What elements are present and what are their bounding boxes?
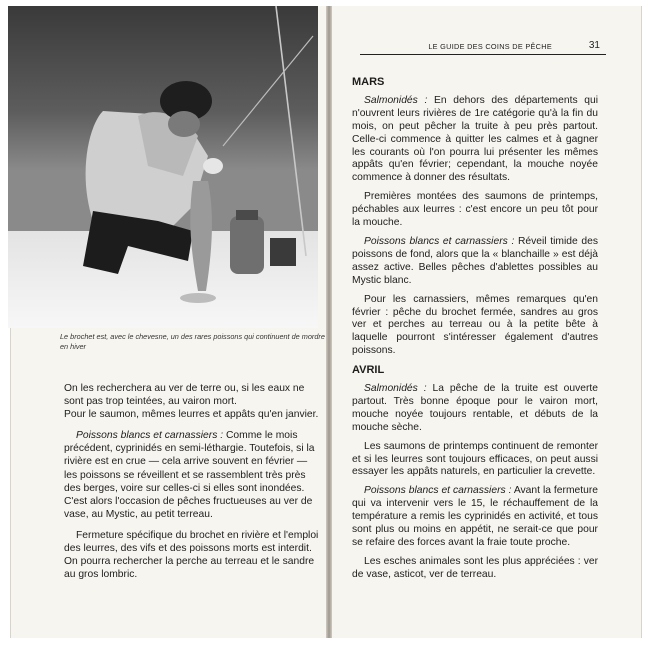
paragraph-text: Premières montées des saumons de printemps, péchables aux leurres : c'est encore un peu tôt pour la mouche.	[352, 191, 598, 229]
paragraph	[352, 485, 598, 550]
paragraph-text: Comme le mois précédent, cyprinidés en semi-léthargie. Toutefois, si la rivière est en crue — cela arrive souvent en février — les poissons se réveillent et se rassemblent très près des berges, voire sur celles-ci si elles sont inondées. C'est alors l'occasion de pêches fructueuses au ver de vase, au Mystic, au petit terreau.	[64, 430, 315, 520]
paragraph-text: Pour les carnassiers, mêmes remarques qu'en février : pêche du brochet fermée, sandres au gros ver et perches au terreau ou à la petite bête à laquelle pourront s'intéresser également d'autres poissons.	[352, 293, 598, 357]
paragraph	[64, 408, 322, 421]
header-title: LE GUIDE DES COINS DE PÊCHE	[428, 42, 552, 51]
paragraph-lead: Salmonidés :	[364, 383, 427, 395]
section-heading-avril: AVRIL	[352, 364, 385, 377]
paragraph-text: En dehors des départements qui n'ouvrent leurs rivières de 1re catégorie qu'à la fin du mois, on peut pêcher la truite à peu près partout. Celle-ci commence à quitter les calmes et à gagner les courants où l'on pourra lui présenter les mêmes appâts qu'en février; cependant, la mouche noyée commence à donner des résultats.	[352, 94, 598, 184]
paragraph-text: On les recherchera au ver de terre ou, si les eaux ne sont pas trop teintées, au vairon mort.	[64, 383, 305, 408]
paragraph	[352, 236, 598, 288]
ice-fishing-illustration	[8, 6, 318, 328]
right-page-body	[352, 70, 598, 588]
paragraph	[64, 382, 322, 408]
paragraph	[64, 429, 322, 521]
paragraph-text: La pêche de la truite est ouverte partout. Très bonne époque pour le vairon mort, mouche noyée toujours rentable, et débuts de la mouche sèche.	[352, 383, 598, 433]
paragraph	[352, 441, 598, 480]
paragraph-lead: Poissons blancs et carnassiers :	[76, 430, 224, 442]
paragraph-text: Avant la fermeture qui va intervenir vers le 15, le réchauffement de la température a remis les cyprinidés en activité, et tous sont plus ou moins en appétit, ne serait-ce que pour se refaire des forces avant la fraie toute proche.	[352, 485, 598, 548]
book-gutter	[326, 6, 332, 638]
paragraph-lead: Poissons blancs et carnassiers :	[364, 485, 512, 497]
paragraph-text: Les saumons de printemps continuent de remonter et si les leurres sont toujours efficaces, on peut aussi essayer les appâts naturels, en particulier la crevette.	[352, 440, 598, 478]
left-page-body	[64, 382, 322, 589]
paragraph	[352, 383, 598, 435]
photo-caption: Le brochet est, avec le chevesne, un des rares poissons qui continuent de mordre en hiver	[60, 332, 325, 351]
paragraph-lead: Poissons blancs et carnassiers :	[364, 235, 515, 247]
page-number: 31	[588, 40, 600, 51]
paragraph	[352, 95, 598, 185]
paragraph-text: Pour le saumon, mêmes leurres et appâts qu'en janvier.	[64, 409, 319, 421]
ice-fishing-photo	[8, 6, 318, 328]
paragraph-text: Fermeture spécifique du brochet en rivière et l'emploi des leurres, des vifs et des poissons morts est interdit. On pourra rechercher la perche au terreau et le sandre au gros lombric.	[64, 529, 319, 581]
paragraph-text: Réveil timide des poissons de fond, alors que la « blanchaille » est déjà assez active. Belles pêches d'ablettes possibles au Mystic blanc.	[352, 235, 598, 286]
paragraph	[352, 556, 598, 582]
section-heading-mars: MARS	[352, 76, 385, 88]
paragraph-text: Les esches animales sont les plus appréciées : ver de vase, asticot, ver de terreau.	[352, 555, 598, 580]
paragraph	[64, 529, 322, 581]
paragraph	[352, 191, 598, 230]
paragraph	[352, 294, 598, 359]
running-header	[360, 40, 606, 55]
paragraph-lead: Salmonidés :	[364, 94, 428, 106]
